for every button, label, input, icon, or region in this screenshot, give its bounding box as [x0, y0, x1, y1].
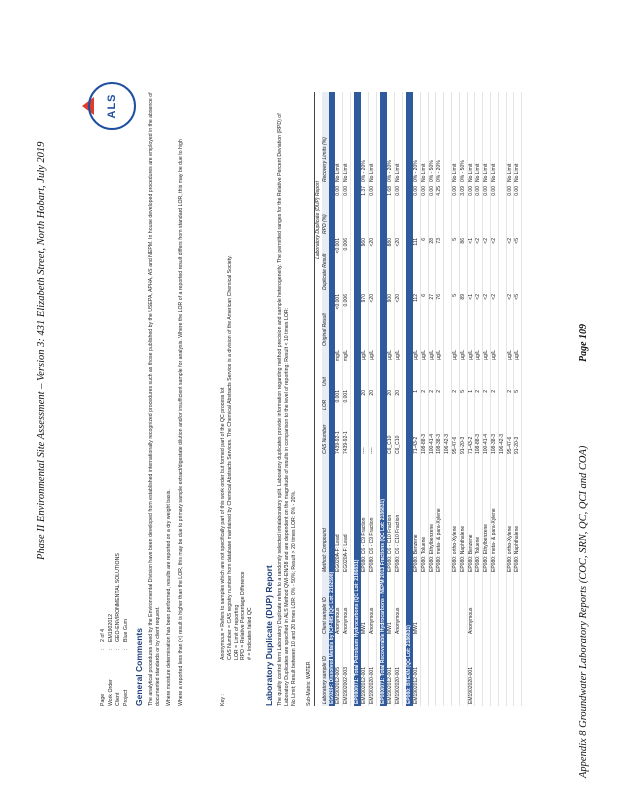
- table-cell: No Limit: [491, 92, 499, 184]
- group-title: EP080: BTEXN (QC Lot: 2186831): [406, 92, 413, 706]
- table-row: [444, 92, 452, 706]
- table-cell: 6: [420, 236, 428, 292]
- table-cell: <2: [491, 236, 499, 292]
- table-cell: 1.68: [387, 184, 394, 236]
- table-cell: 91-20-3: [514, 412, 522, 456]
- column-header: CAS Number: [322, 412, 329, 456]
- table-cell: EP080: ortho-Xylene: [506, 456, 514, 574]
- table-cell: EP080: Naphthalene: [459, 456, 467, 574]
- table-cell: <2: [483, 292, 491, 348]
- table-cell: 5: [459, 388, 467, 412]
- blank-cell: [315, 456, 322, 574]
- table-cell: 0% - 20%: [413, 92, 420, 184]
- table-cell: [428, 636, 436, 706]
- table-cell: EM1902012-001: [387, 636, 394, 706]
- table-cell: [459, 574, 467, 636]
- table-cell: [491, 574, 499, 636]
- report-sheet: [70, 68, 565, 728]
- table-cell: MW1: [361, 574, 368, 636]
- table-cell: <2: [506, 292, 514, 348]
- column-header: Duplicate Result: [322, 236, 329, 292]
- table-cell: 111: [413, 236, 420, 292]
- table-row: [413, 92, 420, 706]
- table-cell: <2: [506, 236, 514, 292]
- table-cell: 0.00: [420, 184, 428, 236]
- table-cell: 28: [428, 236, 436, 292]
- table-cell: µg/L: [459, 348, 467, 388]
- table-cell: µg/L: [369, 348, 377, 388]
- table-cell: 0.001: [343, 388, 351, 412]
- meta-value: GEO-ENVIRONMENTAL SOLUTIONS: [115, 553, 121, 642]
- table-cell: EM1902020-001: [467, 636, 475, 706]
- table-row: [361, 92, 368, 706]
- table-cell: [436, 574, 444, 636]
- table-cell: EP080: Ethylbenzene: [483, 456, 491, 574]
- table-cell: 71-43-2: [413, 412, 420, 456]
- dup-heading: Laboratory Duplicate (DUP) Report: [264, 565, 274, 706]
- table-cell: EM1902012-001: [413, 636, 420, 706]
- table-row: [483, 92, 491, 706]
- table-cell: 20: [369, 388, 377, 412]
- meta-row: [108, 553, 116, 706]
- meta-sep: :: [115, 648, 121, 650]
- meta-key: Project: [122, 689, 129, 706]
- blank-cell: [315, 636, 322, 706]
- table-cell: EP080: C6 - C10 Fraction: [394, 456, 402, 574]
- table-row: [343, 92, 351, 706]
- table-cell: No Limit: [475, 92, 483, 184]
- column-header: Client sample ID: [322, 574, 329, 636]
- table-cell: <1: [467, 292, 475, 348]
- logo-text: ALS: [88, 82, 136, 130]
- table-cell: 880: [387, 236, 394, 292]
- meta-key: Page: [100, 693, 106, 706]
- meta-key: Work Order: [107, 679, 114, 706]
- column-header: RPD (%): [322, 184, 329, 236]
- table-cell: 3.09: [459, 184, 467, 236]
- footer-note: Appendix 8 Groundwater Laboratory Reports (COC, SRN, QC, QCI and COA): [578, 445, 589, 778]
- table-group-header-row: [315, 92, 322, 706]
- table-cell: Anonymous: [394, 574, 402, 636]
- table-cell: 71-43-2: [467, 412, 475, 456]
- table-cell: [459, 636, 467, 706]
- table-cell: [444, 236, 452, 292]
- table-cell: 6: [420, 292, 428, 348]
- group-title: EP080/071: Total Petroleum Hydrocarbons (QC Lot: 2186831): [354, 92, 361, 706]
- table-cell: 91-20-3: [459, 412, 467, 456]
- table-cell: 5: [452, 292, 460, 348]
- general-para-3: Where a reported less than (<) result is higher than the LOR, this may be due to primary sample extract/digestate dilution and/or insufficient sample for analysis. Where the LOR of a reported result differs from standard LOR, this may be due to high: [178, 139, 184, 706]
- table-cell: EM1902020-001: [369, 636, 377, 706]
- meta-sep: :: [122, 648, 129, 650]
- table-cell: EP080: Toluene: [475, 456, 483, 574]
- table-cell: <20: [369, 292, 377, 348]
- table-cell: No Limit: [369, 92, 377, 184]
- table-cell: [444, 92, 452, 184]
- table-header-row: [322, 92, 329, 706]
- dup-para-2: No Limit; Result between 10 and 20 times LOR: 0% - 50%; Result > 20 times LOR: 0% - 20%.: [291, 490, 297, 706]
- table-cell: µg/L: [483, 348, 491, 388]
- table-cell: 0% - 20%: [361, 92, 368, 184]
- table-cell: C6_C10: [387, 412, 394, 456]
- table-cell: No Limit: [394, 92, 402, 184]
- meta-sep: :: [100, 648, 106, 650]
- table-cell: 20: [361, 388, 368, 412]
- table-cell: 2: [475, 388, 483, 412]
- table-cell: 108-88-3: [475, 412, 483, 456]
- table-row: [475, 92, 483, 706]
- table-cell: 76: [436, 292, 444, 348]
- table-cell: <5: [514, 292, 522, 348]
- table-cell: [452, 636, 460, 706]
- table-cell: EP080: C6 - C10 Fraction: [387, 456, 394, 574]
- meta-row: [123, 553, 131, 706]
- table-cell: 95-47-6: [506, 412, 514, 456]
- table-cell: [420, 574, 428, 636]
- table-row: [459, 92, 467, 706]
- table-cell: 0.006: [343, 236, 351, 292]
- table-cell: 73: [436, 236, 444, 292]
- table-cell: 106-42-3: [498, 412, 506, 456]
- table-cell: <20: [394, 236, 402, 292]
- table-cell: [444, 636, 452, 706]
- report-meta: [100, 553, 130, 706]
- table-cell: 100-41-4: [428, 412, 436, 456]
- table-cell: <2: [475, 292, 483, 348]
- table-cell: mg/L: [343, 348, 351, 388]
- table-cell: 0.00: [452, 184, 460, 236]
- table-cell: 2: [491, 388, 499, 412]
- group-spacer: [522, 92, 526, 706]
- table-cell: µg/L: [387, 348, 394, 388]
- table-row: [452, 92, 460, 706]
- table-group-header: Laboratory Duplicate (DUP) Report: [315, 92, 322, 348]
- table-cell: 2: [506, 388, 514, 412]
- table-cell: 2: [428, 388, 436, 412]
- table-row: [428, 92, 436, 706]
- page-number: Page 109: [578, 323, 589, 362]
- table-row: [420, 92, 428, 706]
- table-cell: µg/L: [361, 348, 368, 388]
- table-cell: EM1902020-001: [394, 636, 402, 706]
- table-cell: EP080: Toluene: [420, 456, 428, 574]
- table-cell: <0.001: [335, 292, 342, 348]
- table-cell: <20: [394, 292, 402, 348]
- table-cell: C6_C10: [394, 412, 402, 456]
- table-cell: µg/L: [475, 348, 483, 388]
- table-cell: 0.00: [467, 184, 475, 236]
- group-title: EP080/071: Total Recoverable Hydrocarbons - NEPM 2013 Fractions (QC Lot: 2186831): [380, 92, 387, 706]
- table-cell: 0.00: [491, 184, 499, 236]
- table-cell: 1: [467, 388, 475, 412]
- key-line: LOR = Limit of reporting: [233, 604, 240, 660]
- table-cell: <2: [475, 236, 483, 292]
- meta-value: 2 of 4: [100, 629, 106, 642]
- table-cell: [475, 636, 483, 706]
- table-cell: No Limit: [467, 92, 475, 184]
- table-cell: 5: [514, 388, 522, 412]
- group-title-row: [354, 92, 361, 706]
- table-cell: 0.00: [369, 184, 377, 236]
- table-cell: 108-38-3: [491, 412, 499, 456]
- table-cell: Anonymous: [343, 574, 351, 636]
- table-row: [387, 92, 394, 706]
- general-para-1: The analytical procedures used by the Environmental Division have been developed from established internationally recognized procedures such as those published by the USEPA, APHA, AS and NEPM. In house developed procedures are employed in the absence of documented standards or by client request.: [148, 92, 161, 706]
- meta-row: [115, 553, 123, 706]
- table-cell: 0.00: [514, 184, 522, 236]
- table-cell: [483, 574, 491, 636]
- table-cell: µg/L: [491, 348, 499, 388]
- table-cell: [498, 348, 506, 388]
- table-cell: Anonymous: [335, 574, 342, 636]
- key-line: RPD = Relative Percentage Difference: [240, 571, 247, 660]
- table-cell: EM1902002-003: [343, 636, 351, 706]
- table-cell: 0% - 20%: [387, 92, 394, 184]
- table-cell: No Limit: [452, 92, 460, 184]
- table-cell: [498, 456, 506, 574]
- column-header: Unit: [322, 348, 329, 388]
- table-cell: No Limit: [483, 92, 491, 184]
- table-row: [436, 92, 444, 706]
- header-note: Phase II Environmental Site Assessment – Version 3: 431 Elizabeth Street, North Hobart, July 2019: [36, 141, 47, 560]
- table-cell: No Limit: [335, 92, 342, 184]
- table-cell: 89: [459, 292, 467, 348]
- blank-cell: [315, 388, 322, 412]
- als-logo: [88, 82, 136, 130]
- table-cell: 970: [361, 292, 368, 348]
- table-cell: [444, 388, 452, 412]
- table-cell: µg/L: [467, 348, 475, 388]
- table-cell: mg/L: [335, 348, 342, 388]
- column-header: Method: Compound: [322, 456, 329, 574]
- table-cell: EP080: Benzene: [413, 456, 420, 574]
- table-cell: <20: [369, 236, 377, 292]
- table-cell: 108-38-3: [436, 412, 444, 456]
- table-cell: No Limit: [506, 92, 514, 184]
- table-cell: µg/L: [506, 348, 514, 388]
- table-cell: EP080: meta- & para-Xylene: [491, 456, 499, 574]
- meta-key: Client: [115, 692, 121, 706]
- table-cell: 7439-92-1: [343, 412, 351, 456]
- table-cell: [498, 292, 506, 348]
- column-header: LOR: [322, 388, 329, 412]
- table-cell: 0.00: [475, 184, 483, 236]
- table-cell: ----: [361, 412, 368, 456]
- table-cell: 27: [428, 292, 436, 348]
- table-cell: [498, 388, 506, 412]
- table-cell: ----: [369, 412, 377, 456]
- table-cell: [444, 456, 452, 574]
- table-row: [514, 92, 522, 706]
- table-cell: <5: [514, 236, 522, 292]
- table-cell: 1: [413, 388, 420, 412]
- key-line: # = Indicates failed QC: [247, 607, 254, 660]
- table-cell: 2: [483, 388, 491, 412]
- table-cell: [436, 636, 444, 706]
- group-title: EG020F: Dissolved Metals by ICP-MS (QC Lot: 2192598): [329, 92, 336, 706]
- table-cell: µg/L: [413, 348, 420, 388]
- table-cell: µg/L: [420, 348, 428, 388]
- column-header: Laboratory sample ID: [322, 636, 329, 706]
- table-cell: 0.00: [483, 184, 491, 236]
- table-cell: [420, 636, 428, 706]
- table-cell: 900: [387, 292, 394, 348]
- table-cell: 2: [420, 388, 428, 412]
- group-title-row: [380, 92, 387, 706]
- table-cell: No Limit: [514, 92, 522, 184]
- table-cell: 20: [387, 388, 394, 412]
- key-line: Anonymous = Refers to samples which are not specifically part of this work order but formed part of the QC process lot: [220, 387, 226, 660]
- table-cell: 106-42-3: [444, 412, 452, 456]
- table-cell: 0% - 20%: [436, 92, 444, 184]
- table-cell: µg/L: [514, 348, 522, 388]
- table-cell: [506, 636, 514, 706]
- table-cell: [491, 636, 499, 706]
- table-cell: EG020A-F: Lead: [335, 456, 342, 574]
- table-cell: <2: [483, 236, 491, 292]
- table-cell: <2: [491, 292, 499, 348]
- table-cell: 0.00: [413, 184, 420, 236]
- table-cell: 2: [452, 388, 460, 412]
- key-lines: [220, 255, 254, 660]
- table-cell: 0.001: [335, 388, 342, 412]
- table-cell: EP080: ortho-Xylene: [452, 456, 460, 574]
- table-cell: 0.00: [506, 184, 514, 236]
- table-cell: [498, 92, 506, 184]
- blank-cell: [315, 348, 322, 388]
- table-cell: 108-88-3: [420, 412, 428, 456]
- table-row: [369, 92, 377, 706]
- table-cell: 0.00: [428, 184, 436, 236]
- table-row: [506, 92, 514, 706]
- group-title-row: [329, 92, 336, 706]
- table-cell: [514, 636, 522, 706]
- table-cell: 0.00: [343, 184, 351, 236]
- column-header: Recovery Limits (%): [322, 92, 329, 184]
- table-cell: EP080: Ethylbenzene: [428, 456, 436, 574]
- table-cell: 960: [361, 236, 368, 292]
- sub-matrix: Sub-Matrix: WATER: [306, 661, 312, 706]
- dup-para-1: The quality control term Laboratory Duplicate refers to a randomly selected intralaboratory split. Laboratory duplicates provide information regarding method precision and sample heterogeneity. The permitted ranges for the Relative Percent Deviation (RPD) of Laboratory Duplicates are specified in ALS Method QWI-EN/38 and are dependent on the magnitude of results in comparison to the level of reporting: Result < 10 times LOR:: [277, 113, 290, 706]
- table-cell: [444, 292, 452, 348]
- table-cell: [514, 574, 522, 636]
- key-label: Key :: [220, 694, 226, 706]
- table-cell: µg/L: [436, 348, 444, 388]
- table-cell: 7439-92-1: [335, 412, 342, 456]
- table-cell: 0% - 50%: [459, 92, 467, 184]
- table-row: [498, 92, 506, 706]
- table-cell: 4.25: [436, 184, 444, 236]
- table-cell: MW1: [413, 574, 420, 636]
- table-cell: [498, 236, 506, 292]
- table-cell: [444, 574, 452, 636]
- table-cell: [498, 574, 506, 636]
- table-cell: No Limit: [343, 92, 351, 184]
- table-cell: EP080: C6 - C9 Fraction: [369, 456, 377, 574]
- table-cell: <1: [467, 236, 475, 292]
- key-line: CAS Number = CAS registry number from database maintained by Chemical Abstracts Services. The Chemical Abstracts Service is a division of the American Chemical Society.: [226, 255, 233, 660]
- table-cell: [498, 184, 506, 236]
- table-cell: [428, 574, 436, 636]
- table-cell: 0.006: [343, 292, 351, 348]
- table-cell: [444, 184, 452, 236]
- table-cell: [483, 636, 491, 706]
- general-para-2: Where moisture determination has been performed, results are reported on a dry weight basis.: [166, 489, 172, 706]
- table-row: [467, 92, 475, 706]
- blank-cell: [315, 412, 322, 456]
- table-cell: <0.001: [335, 236, 342, 292]
- table-cell: 0% - 50%: [428, 92, 436, 184]
- table-cell: EP080: Benzene: [467, 456, 475, 574]
- table-cell: 20: [394, 388, 402, 412]
- table-cell: 95-47-6: [452, 412, 460, 456]
- meta-row: [100, 553, 108, 706]
- meta-value: EM1902012: [107, 614, 114, 642]
- general-comments-heading: General Comments: [134, 628, 144, 706]
- table-cell: No Limit: [420, 92, 428, 184]
- table-cell: 5: [452, 236, 460, 292]
- table-cell: [444, 348, 452, 388]
- blank-cell: [315, 574, 322, 636]
- table-row: [335, 92, 342, 706]
- table-cell: µg/L: [394, 348, 402, 388]
- table-cell: [475, 574, 483, 636]
- table-cell: EM1902012-005: [335, 636, 342, 706]
- duplicate-table: [314, 92, 526, 706]
- table-row: [491, 92, 499, 706]
- table-row: [394, 92, 402, 706]
- table-cell: µg/L: [452, 348, 460, 388]
- meta-sep: :: [107, 648, 114, 650]
- table-cell: Anonymous: [467, 574, 475, 636]
- table-cell: EP080: Naphthalene: [514, 456, 522, 574]
- group-title-row: [406, 92, 413, 706]
- table-cell: 1.37: [361, 184, 368, 236]
- table-cell: [498, 636, 506, 706]
- table-cell: 100-41-4: [483, 412, 491, 456]
- meta-value: Blue Gum: [122, 618, 129, 642]
- key-block: [220, 255, 254, 706]
- table-cell: 0.00: [394, 184, 402, 236]
- table-cell: EP080: meta- & para-Xylene: [436, 456, 444, 574]
- table-cell: 2: [436, 388, 444, 412]
- table-cell: Anonymous: [369, 574, 377, 636]
- table-cell: 112: [413, 292, 420, 348]
- table-cell: EM1902012-001: [361, 636, 368, 706]
- spacer-cell: [522, 92, 526, 706]
- table-cell: 86: [459, 236, 467, 292]
- table-cell: µg/L: [428, 348, 436, 388]
- table-cell: [452, 574, 460, 636]
- table-cell: MW1: [387, 574, 394, 636]
- column-header: Original Result: [322, 292, 329, 348]
- table-cell: [506, 574, 514, 636]
- table-cell: EP080: C6 - C9 Fraction: [361, 456, 368, 574]
- table-cell: EG020A-F: Lead: [343, 456, 351, 574]
- table-cell: 0.00: [335, 184, 342, 236]
